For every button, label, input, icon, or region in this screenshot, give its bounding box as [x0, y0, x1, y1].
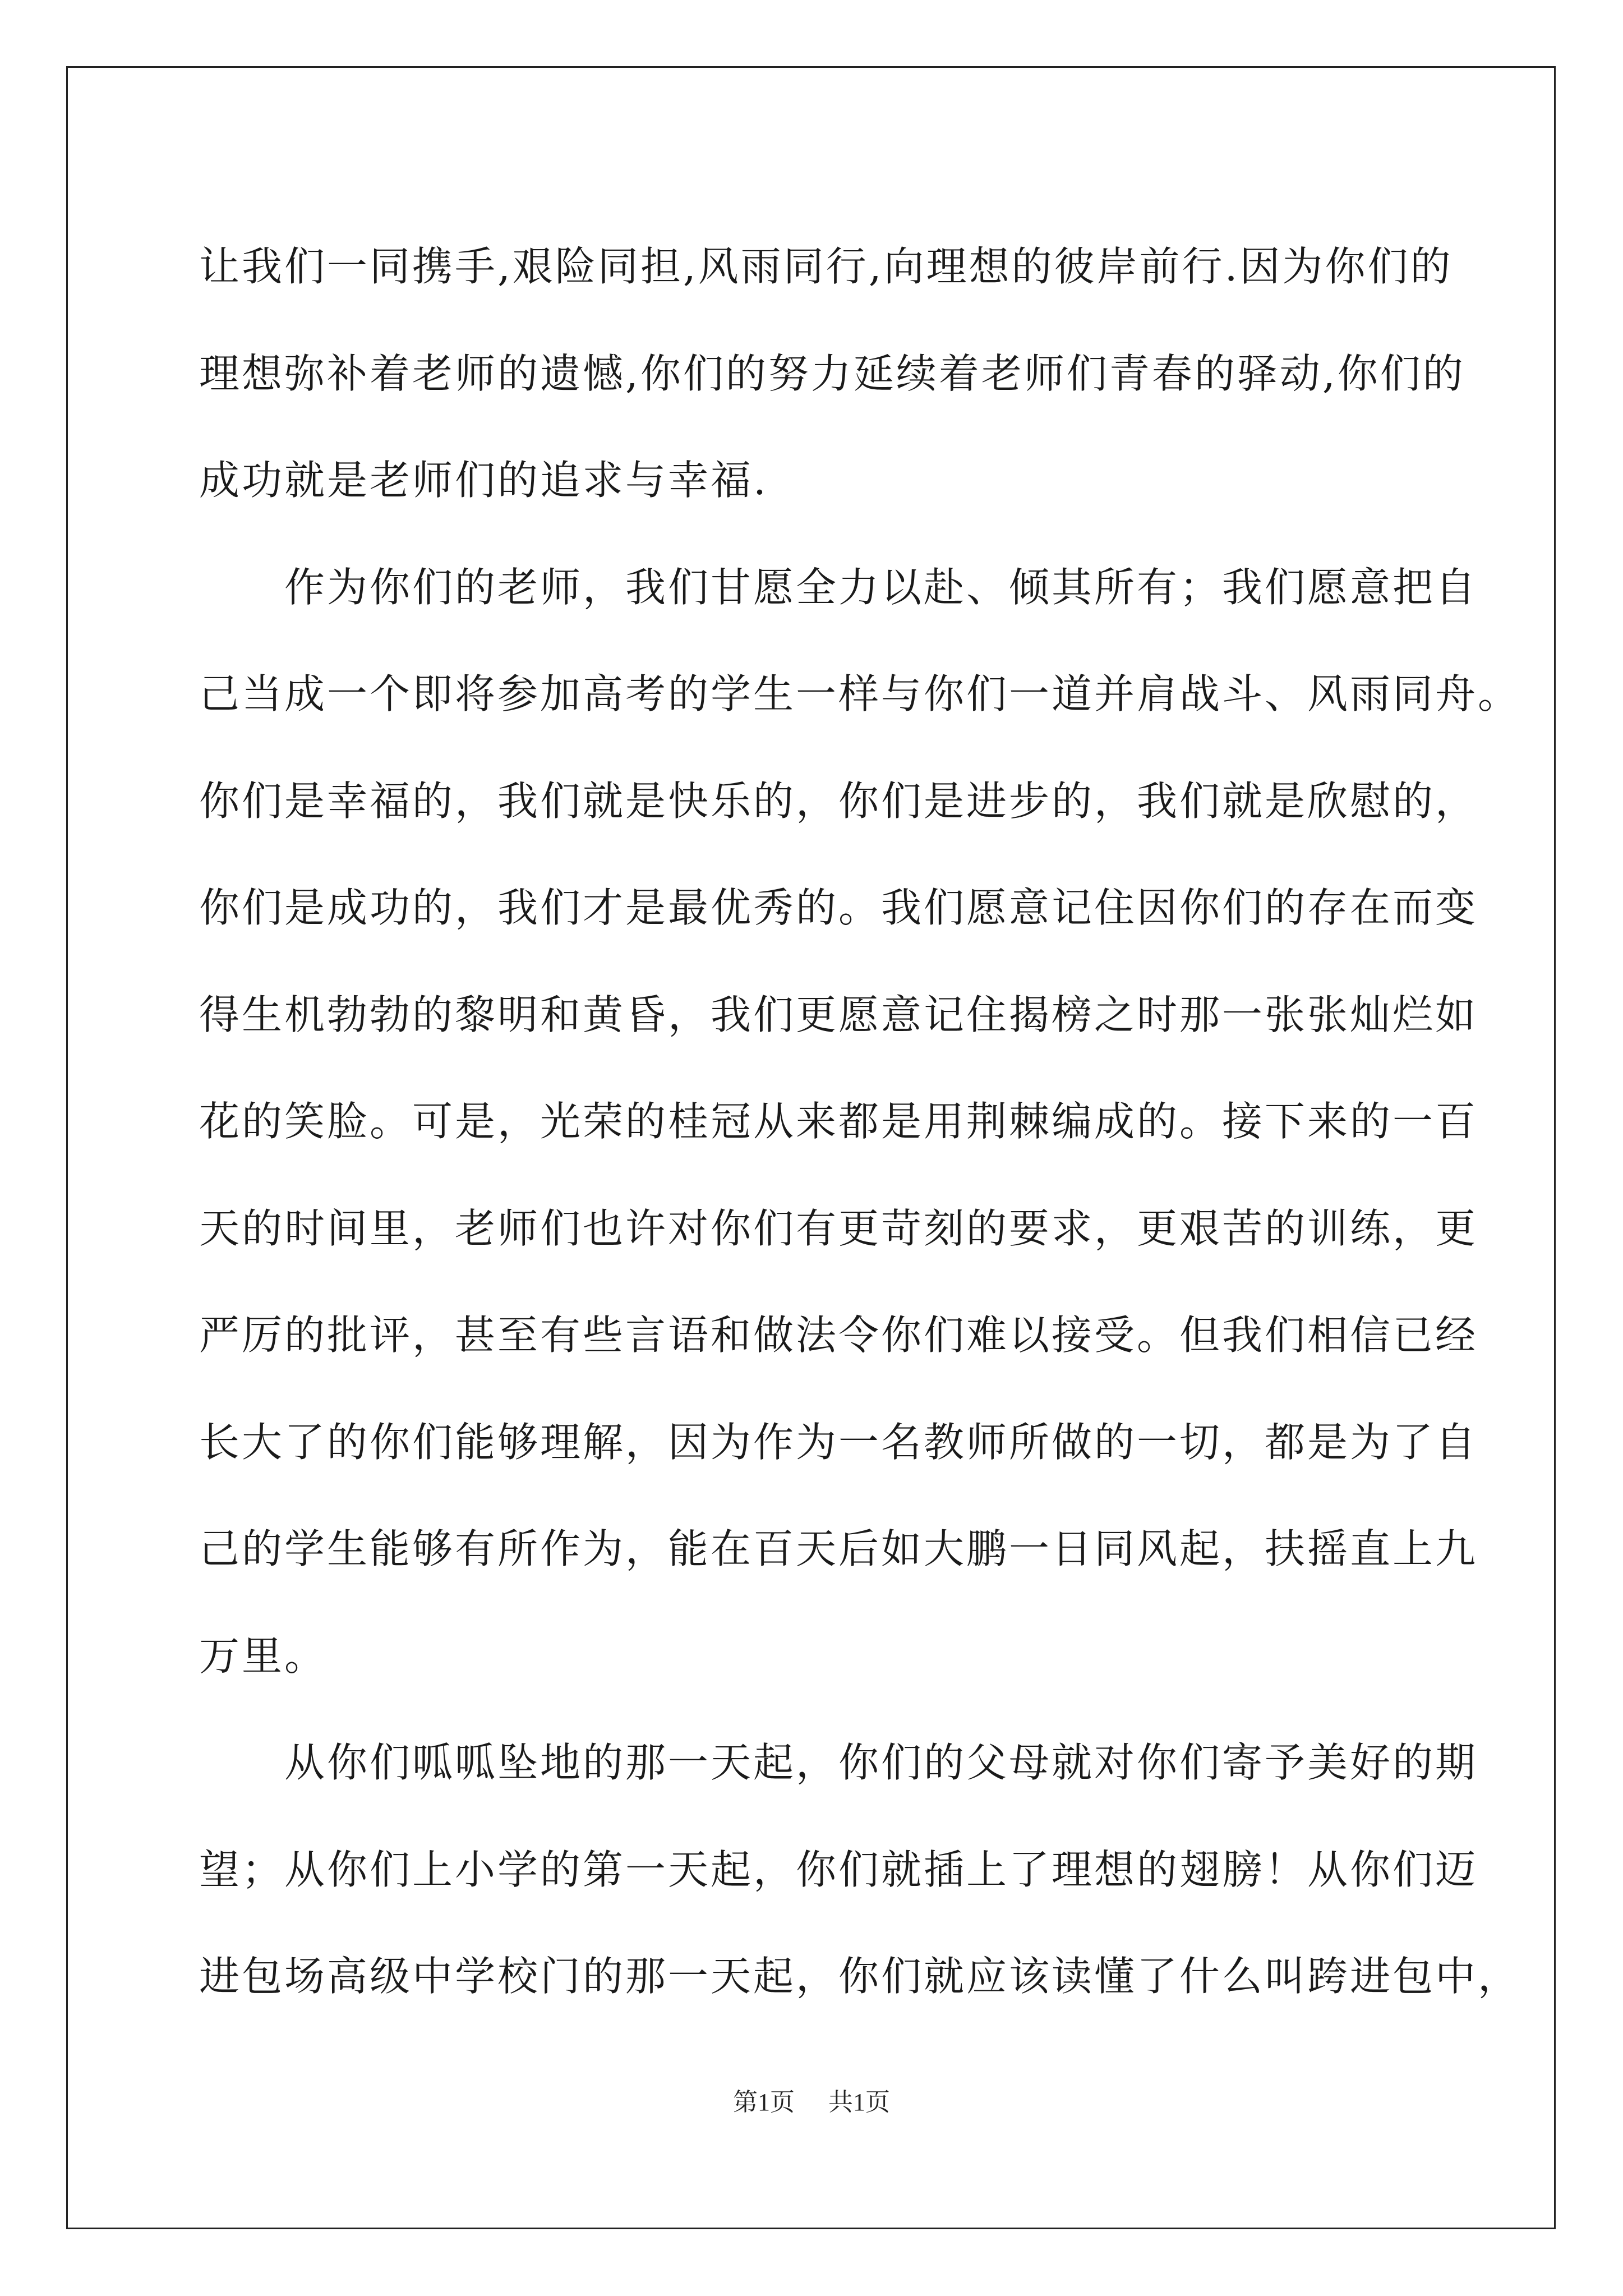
text-line: 花的笑脸。可是，光荣的桂冠从来都是用荆棘编成的。接下来的一百 [199, 1098, 1478, 1145]
text-line: 成功就是老师们的追求与幸福. [199, 457, 768, 504]
text-line: 己的学生能够有所作为，能在百天后如大鹏一日同风起，扶摇直上九 [199, 1525, 1478, 1572]
page-footer [0, 2086, 1623, 2119]
page-total: 共1页 [828, 2088, 890, 2116]
text-line: 己当成一个即将参加高考的学生一样与你们一道并肩战斗、风雨同舟。 [199, 670, 1521, 717]
text-line: 让我们一同携手,艰险同担,风雨同行,向理想的彼岸前行.因为你们的 [199, 243, 1453, 290]
text-line: 长大了的你们能够理解，因为作为一名教师所做的一切，都是为了自 [199, 1418, 1478, 1466]
document-body [199, 213, 1521, 2030]
text-line: 从你们呱呱坠地的那一天起，你们的父母就对你们寄予美好的期 [199, 1739, 1478, 1786]
text-line: 天的时间里，老师们也许对你们有更苛刻的要求，更艰苦的训练，更 [199, 1204, 1478, 1252]
text-line: 你们是幸福的，我们就是快乐的，你们是进步的，我们就是欣慰的， [199, 777, 1478, 825]
text-line: 作为你们的老师，我们甘愿全力以赴、倾其所有；我们愿意把自 [199, 563, 1478, 611]
text-line: 望；从你们上小学的第一天起，你们就插上了理想的翅膀！从你们迈 [199, 1846, 1478, 1893]
text-line: 得生机勃勃的黎明和黄昏，我们更愿意记住揭榜之时那一张张灿烂如 [199, 991, 1478, 1038]
text-line: 严厉的批评，甚至有些言语和做法令你们难以接受。但我们相信已经 [199, 1312, 1478, 1359]
text-line: 你们是成功的，我们才是最优秀的。我们愿意记住因你们的存在而变 [199, 884, 1478, 931]
text-line: 万里。 [199, 1632, 328, 1680]
text-line: 理想弥补着老师的遗憾,你们的努力延续着老师们青春的驿动,你们的 [199, 349, 1465, 397]
page-number: 第1页 [733, 2088, 795, 2116]
text-line: 进包场高级中学校门的那一天起，你们就应该读懂了什么叫跨进包中， [199, 1953, 1521, 2000]
